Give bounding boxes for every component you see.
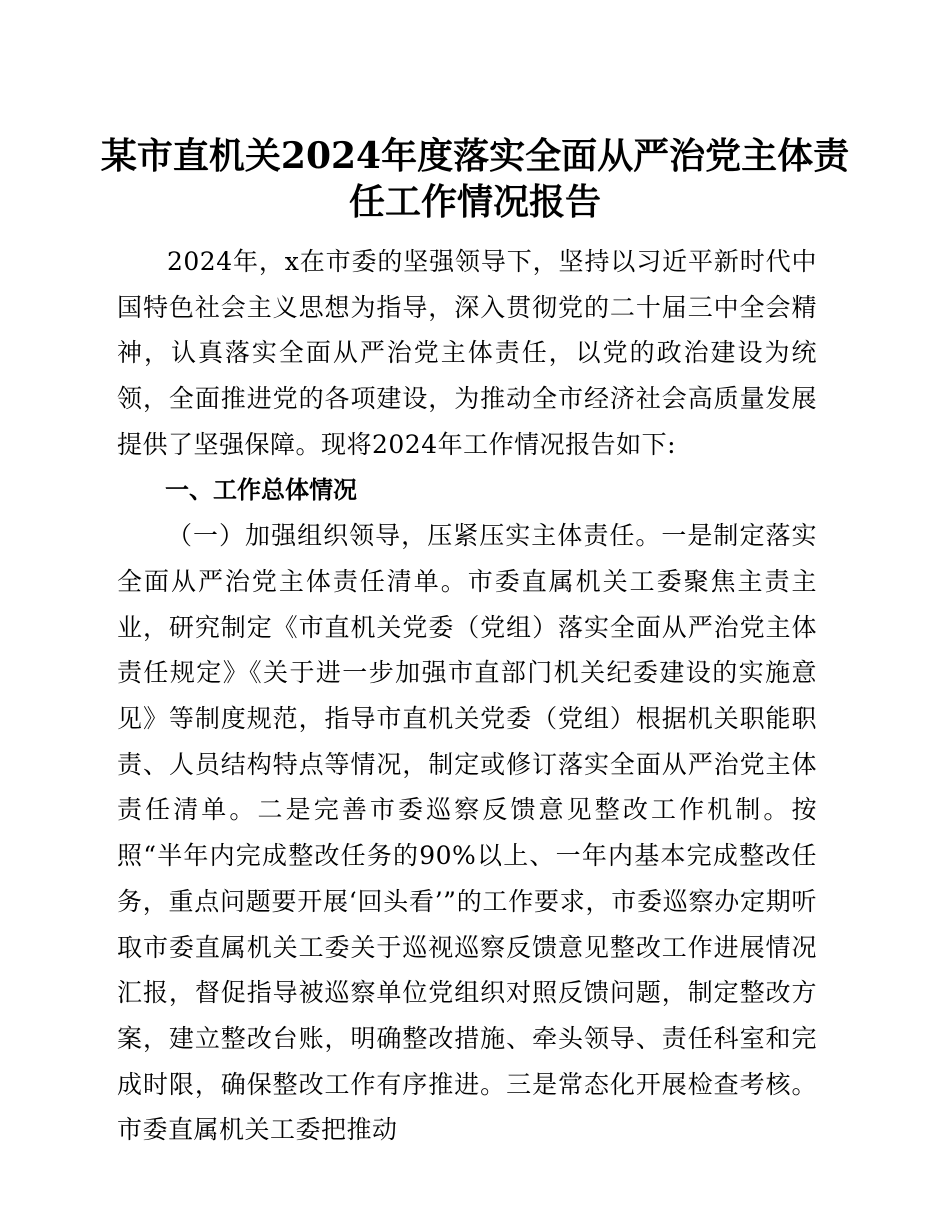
section-paragraph: （一）加强组织领导，压紧压实主体责任。一是制定落实全面从严治党主体责任清单。市委直属机关工委聚焦主责主业，研究制定《市直机关党委（党组）落实全面从严治党主体责任规定》《关于进一步加强市直部门机关纪委建设的实施意见》等制度规范，指导市直机关党委（党组）根据机关职能职责、人员结构特点等情况，制定或修订落实全面从严治党主体责任清单。二是完善市委巡察反馈意见整改工作机制。按照“半年内完成整改任务的90%以上、一年内基本完成整改任务，重点问题要开展‘回头看’”的工作要求，市委巡察办定期听取市委直属机关工委关于巡视巡察反馈意见整改工作进展情况汇报，督促指导被巡察单位党组织对照反馈问题，制定整改方案，建立整改台账，明确整改措施、牵头领导、责任科室和完成时限，确保整改工作有序推进。三是常态化开展检查考核。市委直属机关工委把推动 <box>117 521 817 1145</box>
intro-paragraph: 2024年，x在市委的坚强领导下，坚持以习近平新时代中国特色社会主义思想为指导，深入贯彻党的二十届三中全会精神，认真落实全面从严治党主体责任，以党的政治建设为统领，全面推进党的各项建设，为推动全市经济社会高质量发展提供了坚强保障。现将2024年工作情况报告如下: <box>117 247 817 459</box>
section-heading: 一、工作总体情况 <box>165 475 357 504</box>
document-body <box>117 239 817 1153</box>
document-title: 某市直机关2024年度落实全面从严治党主体责任工作情况报告 <box>100 135 850 223</box>
